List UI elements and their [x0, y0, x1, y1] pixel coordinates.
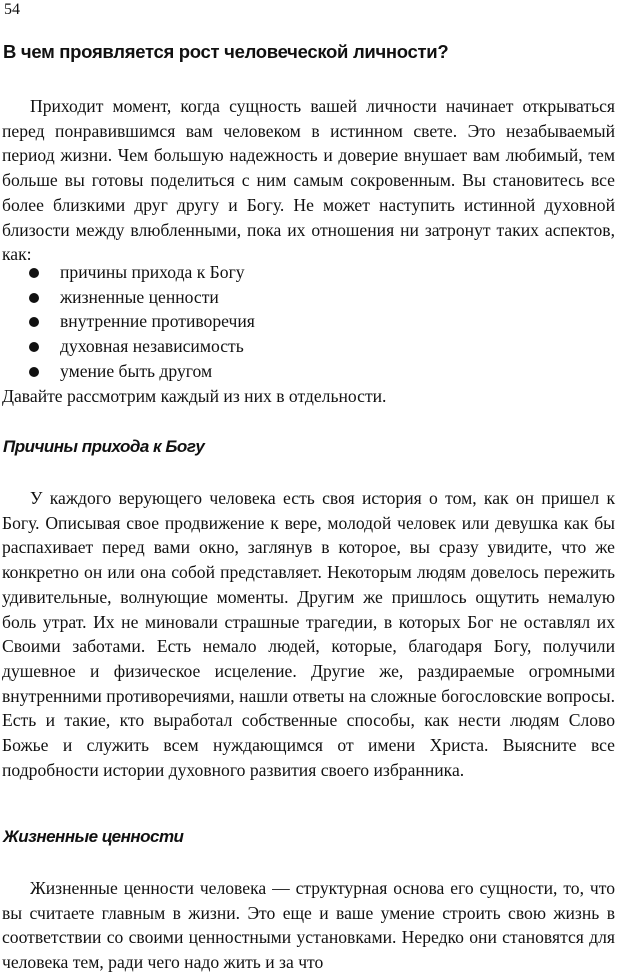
section-heading-reasons: Причины прихода к Богу [3, 437, 205, 456]
list-item-text: жизненные ценности [60, 286, 219, 307]
list-item [0, 285, 613, 310]
bullet-icon [29, 293, 39, 303]
list-item [0, 260, 613, 285]
bullet-icon [29, 317, 39, 327]
section-paragraph-reasons: У каждого верующего человека есть своя история о том, как он пришел к Богу. Описывая свое продвижение к вере, молодой человек или девушка как бы распахивает перед вами окно, заглянув в которое, вы сразу увидите, что же конкретно он или она собой представляет. Некоторым людям довелось пережить удивительные, волнующие моменты. Другим же пришлось ощутить немалую боль утрат. Их не миновали страшные трагедии, в которых Бог не оставлял их Своими заботами. Есть немало людей, которые, благодаря Богу, получили душевное и физическое исцеление. Другие же, раздираемые огромными внутренними противоречиями, нашли ответы на сложные богословские вопросы. Есть и такие, кто выработал собственные способы, как нести людям Слово Божье и служить всем нуждающимся от имени Христа. Выясните все подробности истории духовного развития своего избранника. [2, 488, 615, 780]
list-closing-text: Давайте рассмотрим каждый из них в отдельности. [2, 386, 387, 406]
page-number: 54 [4, 1, 20, 18]
section-paragraph-values: Жизненные ценности человека — структурная основа его сущности, то, что вы считаете главным в жизни. Это еще и ваше умение строить свою жизнь в соответствии со своими ценностными установками. Нередко они становятся для человека тем, ради чего надо жить и за что [2, 878, 615, 973]
list-item [0, 359, 613, 384]
intro-paragraph: Приходит момент, когда сущность вашей личности начинает открываться перед понравившимся вам человеком в истинном свете. Это незабываемый период жизни. Чем большую надежность и доверие внушает вам любимый, тем больше вы готовы поделиться с ним самым сокровенным. Вы становитесь все более близкими друг другу и Богу. Не может наступить истинной духовной близости между влюбленными, пока их отношения ни затронут таких аспектов, как: [2, 96, 615, 265]
list-item-text: причины прихода к Богу [60, 262, 245, 282]
list-item-text: внутренние противоречия [60, 311, 255, 332]
list-item-text: умение быть другом [60, 360, 213, 381]
bullet-icon [29, 268, 39, 278]
bullet-icon [29, 342, 39, 352]
aspects-list [0, 260, 613, 384]
list-item [0, 334, 613, 359]
chapter-heading: В чем проявляется рост человеческой личности? [3, 41, 449, 62]
list-item [0, 309, 613, 334]
list-item-text: духовная независимость [60, 336, 244, 357]
bullet-icon [29, 367, 39, 377]
section-heading-values: Жизненные ценности [3, 827, 184, 846]
